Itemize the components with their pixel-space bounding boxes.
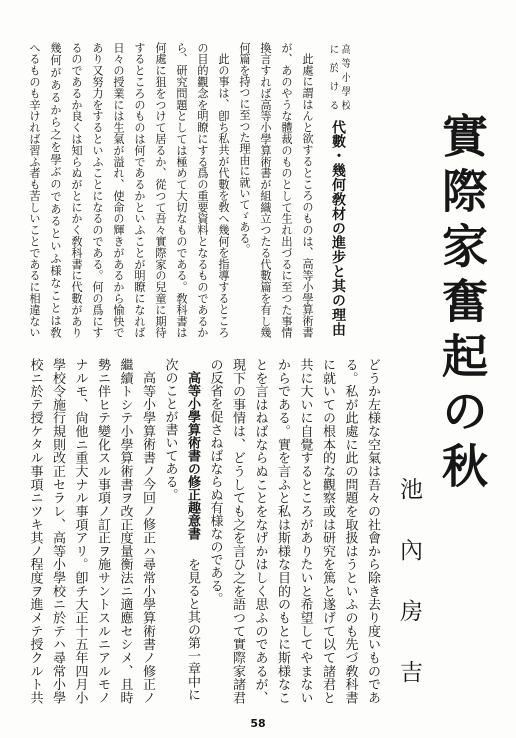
text-column: へるものも辛ければ習ふ者も苦しいことであるに相違ない — [28, 42, 41, 338]
text-column: 幾何があるから之を學ぶのであるといふ様なことは敎 — [49, 42, 62, 338]
text-column: 換言すれば高等小學算術書が組織立つたる代數篇を有し幾 — [259, 42, 272, 338]
section-heading-prefix-left: に於ける — [327, 44, 338, 110]
quote-column: ナルモ、尙他ニ重大ナル事項アリ。卽チ大正十五年四月小 — [72, 358, 88, 704]
text-column: の反省を促さねばならぬ有様なのである。 — [207, 358, 223, 605]
section-heading-prefix-right: 高等小學校 — [339, 44, 350, 110]
text-column: 日々の授業には生氣が溢れ、使命の輝きがあるから愉快で — [112, 42, 125, 338]
text-column: の目的觀念を明瞭にする爲の重要資料となるものであるか — [196, 42, 209, 338]
text-column: するところのものは何であるかといふことが明瞭になれば — [133, 42, 146, 338]
text-column: る。私が此處に此の問題を取扱はうといふのも先づ敎科書 — [342, 358, 358, 704]
text-column: ら、研究問題としては極めて大切なものである。敎科書は — [175, 42, 188, 338]
text-column: どうか左様な空氣は吾々の社會から除き去り度いものであ — [365, 358, 380, 704]
quote-column: 勢ニ伴ヒテ變化スル事項ノ訂正ヲ施サントスルニアルモノ — [95, 358, 110, 704]
text-column: るのであるか良くは知らぬがとにかく敎科書に代數があり — [70, 42, 83, 338]
text-column: 共に大いに自覺するところがありたいと希望してやまない — [297, 358, 313, 704]
upper-text-block — [24, 42, 318, 338]
text-column: が、あのやうな體裁のものとして生れ出づるに至つた事情 — [280, 42, 293, 338]
text-column: 次のことが書いてある。 — [162, 358, 178, 501]
quote-column: 校ニ於テ授ケタル事項ニツキ其ノ程度ヲ進メテ授クルト共 — [27, 358, 43, 704]
quote-column: 繼續トシテ小學算術書ヲ改正度量衡法ニ適應セシメ、且時 — [117, 358, 133, 704]
text-column: 何處に狙をつけて居るか、從つて吾々實際家の兒童に期待 — [154, 42, 167, 338]
section-heading: 代數・幾何敎材の進步と其の理由 — [330, 120, 346, 336]
text-column: 此處に謂はんと欲するところのものは、高等小學算術書 — [301, 53, 314, 338]
text-column: 現下の事情は、どうしても之を言ひ之を語つて實際家諸君 — [230, 358, 245, 704]
quote-column: 高等小學算術書ノ今回ノ修正ハ尋常小學算術書ノ修正ノ — [140, 371, 155, 704]
article-title: 實際家奮起の秋 — [435, 112, 489, 497]
subheading-title: 高等小學算術書の修正趣意書 — [185, 371, 200, 540]
text-column: からである。實を言ふと私は斯様な目的のもとに斯様なこ — [275, 358, 290, 704]
lower-text-block — [23, 358, 383, 704]
text-column: 此の事は、卽ち私共が代數を敎へ幾何を指導するところ — [217, 53, 230, 338]
text-column: とを言はねばならぬことをなげかはしく思ふのであるが、 — [252, 358, 268, 704]
page-number: 58 — [250, 717, 266, 730]
subheading-continuation: を見ると其の第一章中に — [185, 558, 200, 702]
subheading-column — [181, 358, 204, 704]
text-column: 何篇を持つに至つた理由に就いてゞある。 — [238, 42, 251, 255]
author-name: 池內房吉 — [396, 477, 422, 721]
quote-column: 學校令施行規則改正セラレ、高等小學校ニ於テハ尋常小學 — [50, 358, 65, 704]
text-column: に就いての根本的な觀察或は研究を篤と遂げて以て諸君と — [320, 358, 335, 704]
text-column: あり又努力をするといふことになるのである。何の爲にす — [91, 42, 104, 338]
